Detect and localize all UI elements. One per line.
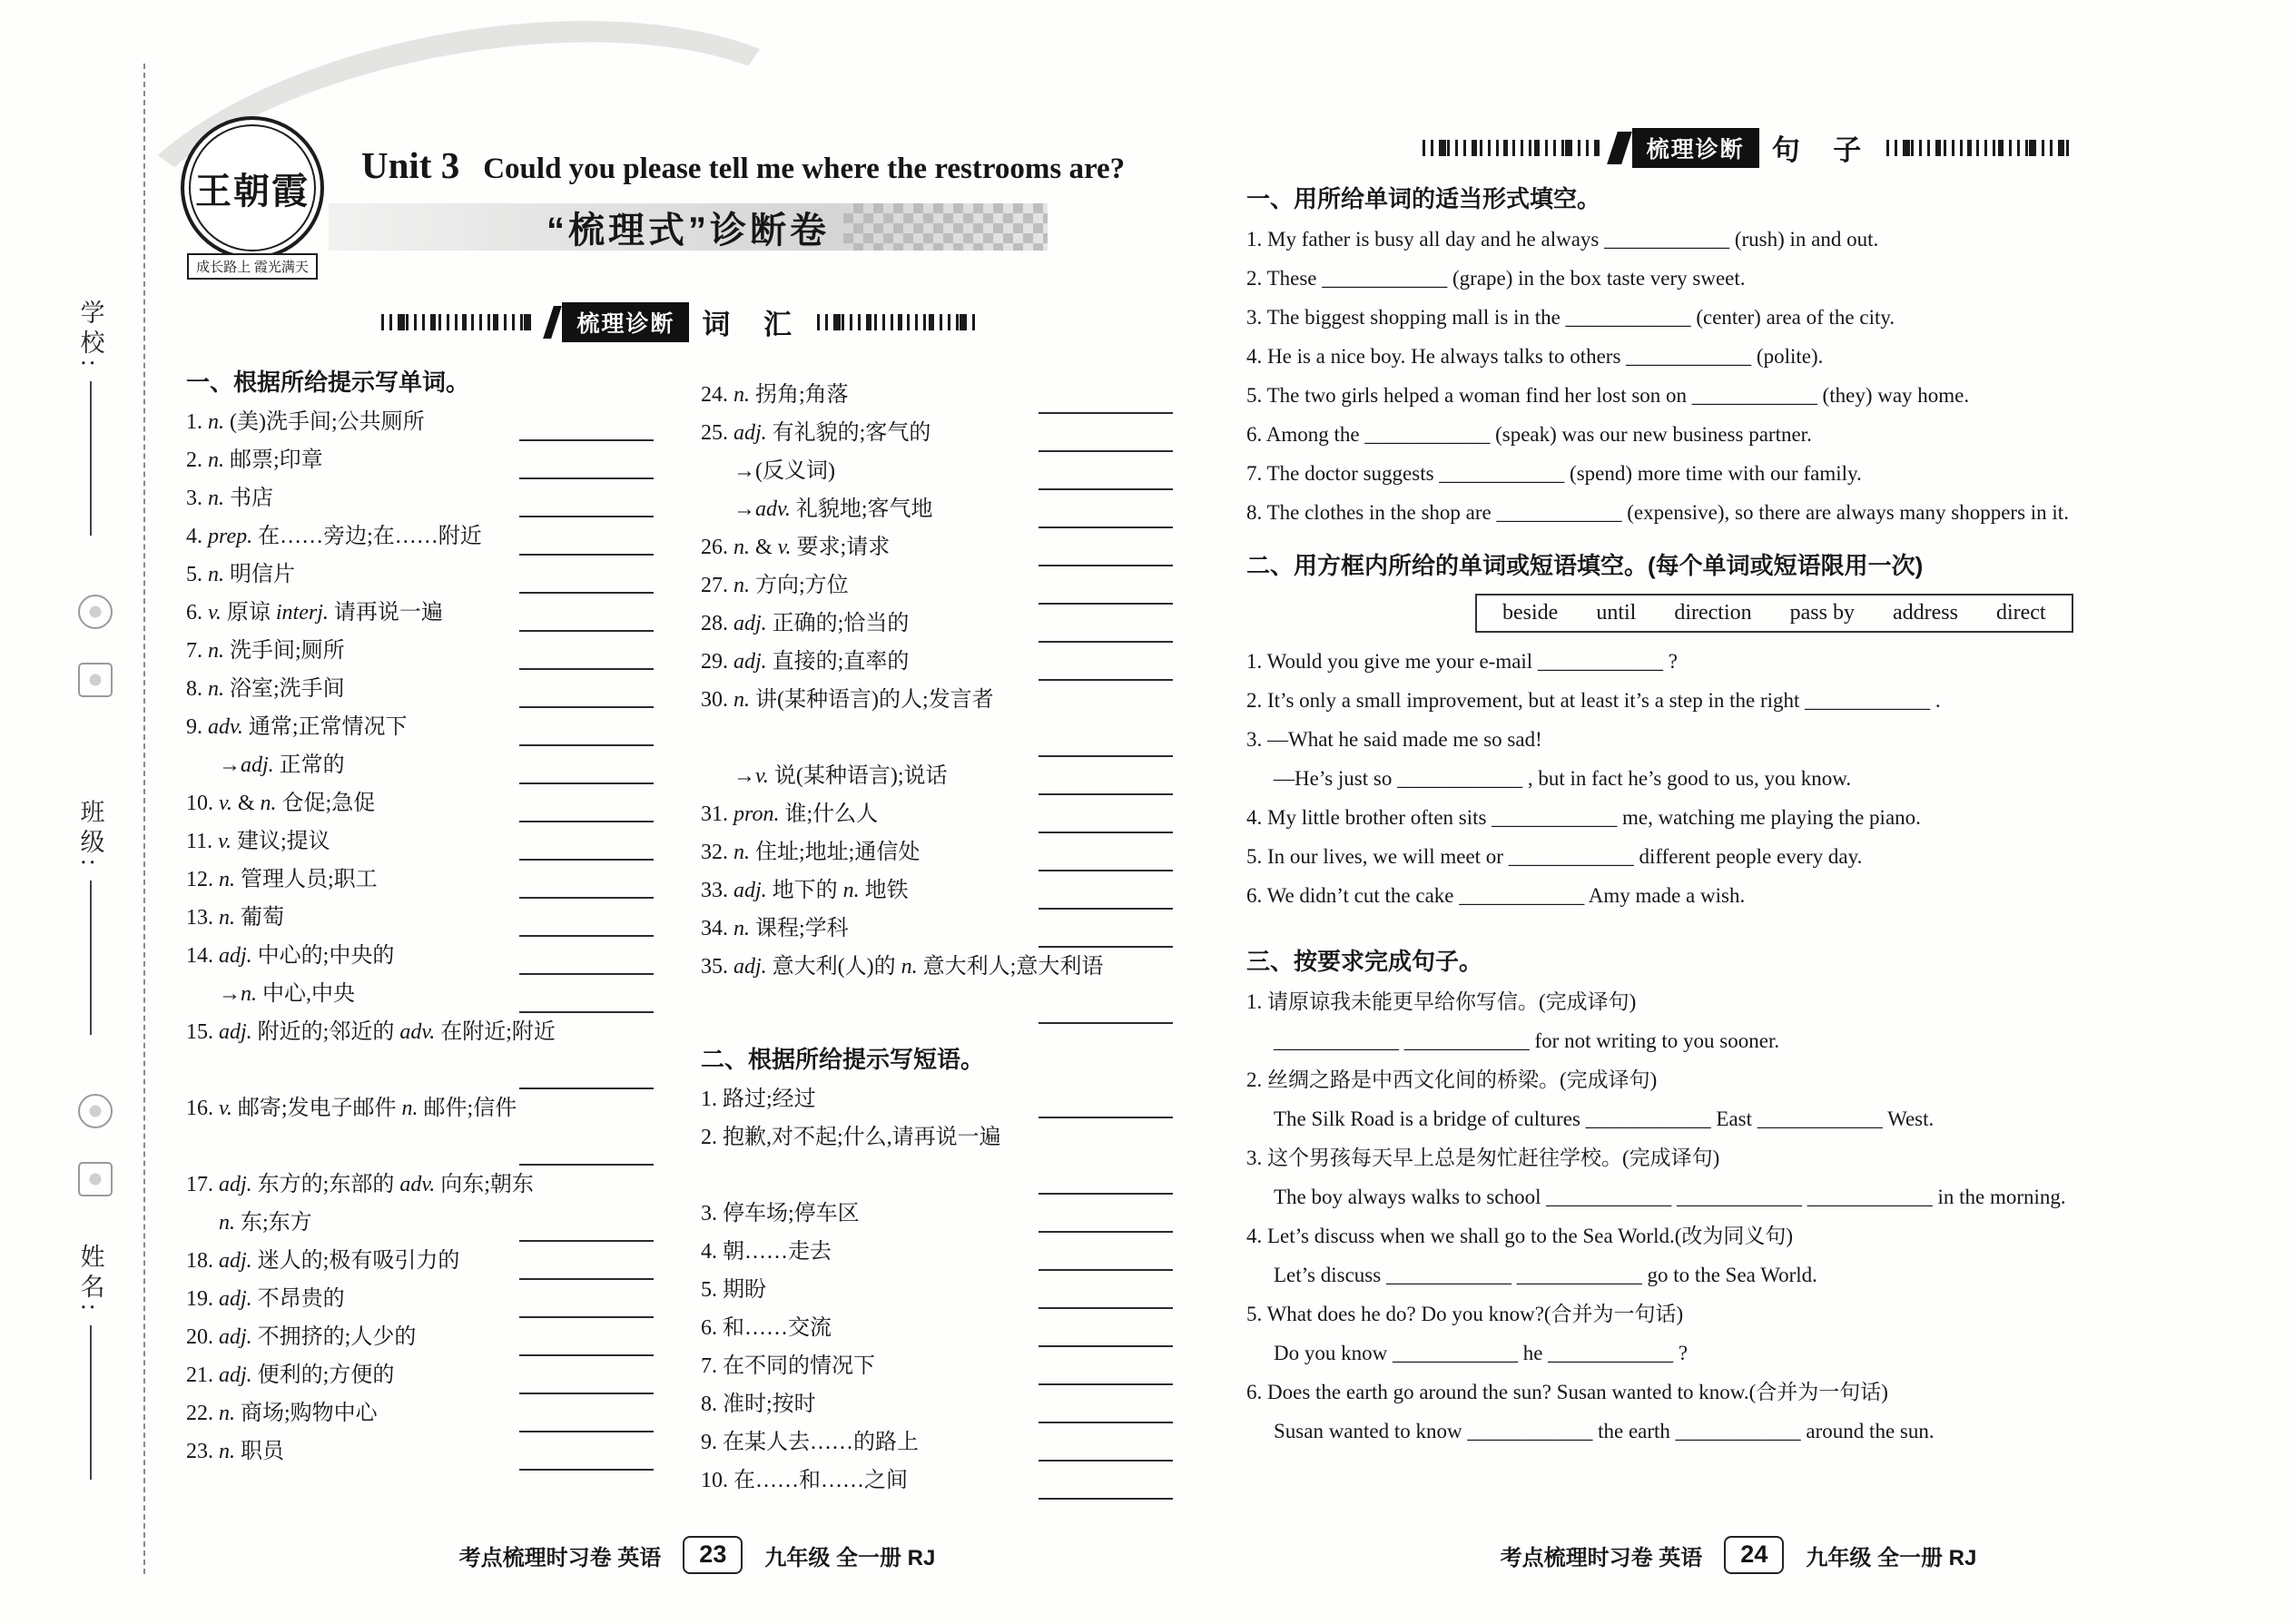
answer-blank[interactable]	[1039, 841, 1173, 871]
answer-blank[interactable]	[519, 1402, 654, 1432]
vocab-row	[701, 414, 1173, 452]
vocab-text: 6. v. 原谅 interj. 请再说一遍	[186, 601, 443, 625]
exercise-line	[1246, 798, 2168, 837]
vocab-row	[186, 784, 654, 822]
vocab-row	[701, 528, 1173, 566]
vocab-row	[186, 594, 654, 632]
exercise-line	[1246, 1099, 2168, 1138]
vocab-text: 26. n. & v. 要求;请求	[701, 536, 891, 559]
vocab-text: 24. n. 拐角;角落	[701, 383, 849, 407]
exercise-text: Do you know ____________ he ____________ ?	[1274, 1342, 1689, 1364]
exercise-text: 1. My father is busy all day and he always ____________ (rush) in and out.	[1246, 228, 1879, 251]
exercise-text: 2. 丝绸之路是中西文化间的桥梁。(完成译句)	[1246, 1068, 1658, 1091]
answer-blank[interactable]	[519, 563, 654, 594]
barcode-stripes-icon	[381, 314, 536, 330]
answer-blank[interactable]	[519, 487, 654, 517]
phrase-row	[701, 1118, 1173, 1156]
vocab-row	[701, 833, 1173, 871]
exercise-text: 5. In our lives, we will meet or ____________ different people every day.	[1246, 845, 1863, 868]
exercise-text: ____________ ____________ for not writing to you sooner.	[1274, 1029, 1780, 1052]
word-bank-item: beside	[1502, 601, 1559, 625]
answer-blank[interactable]	[1039, 574, 1173, 605]
vocab-text: 4. prep. 在……旁边;在……附近	[186, 525, 482, 548]
part1-list	[1246, 220, 2168, 532]
exercise-line	[1246, 1294, 2168, 1334]
school-blank-line[interactable]	[90, 381, 92, 536]
exercise-text: 5. What does he do? Do you know?(合并为一句话)	[1246, 1303, 1684, 1325]
answer-blank[interactable]	[519, 1058, 654, 1089]
phrase-text: 1. 路过;经过	[701, 1088, 816, 1111]
vocab-row	[186, 1051, 654, 1089]
exercise-text: 6. We didn’t cut the cake ____________ Amy made a wish.	[1246, 884, 1746, 907]
vocab-text: 5. n. 明信片	[186, 563, 295, 586]
vocab-text: 34. n. 课程;学科	[701, 917, 849, 940]
name-blank-line[interactable]	[90, 1325, 92, 1480]
phrase-text: 9. 在某人去……的路上	[701, 1431, 919, 1454]
answer-blank[interactable]	[1039, 383, 1173, 414]
answer-blank[interactable]	[519, 715, 654, 746]
vocab-row	[186, 403, 654, 441]
vocab-text: →v. 说(某种语言);说话	[733, 764, 948, 788]
exercise-line	[1246, 759, 2168, 798]
answer-blank[interactable]	[1039, 879, 1173, 910]
vocab-row	[701, 605, 1173, 643]
section2-heading: 二、根据所给提示写短语。	[701, 1046, 985, 1073]
vocab-text: →adv. 礼貌地;客气地	[733, 497, 933, 521]
phrase-text: 5. 期盼	[701, 1278, 766, 1302]
phrase-list	[701, 1080, 1173, 1500]
answer-blank[interactable]	[519, 1287, 654, 1318]
vocab-row	[186, 1356, 654, 1394]
name-label: 姓名:	[76, 1244, 104, 1316]
vocab-text: 1. n. (美)洗手间;公共厕所	[186, 410, 425, 434]
paper-title: “梳理式”诊断卷	[546, 210, 830, 251]
binding-dashed-line	[143, 64, 145, 1574]
answer-blank[interactable]	[1039, 726, 1173, 757]
exercise-text: 1. Would you give me your e-mail ____________ ?	[1246, 650, 1678, 673]
phrase-text: 10. 在……和……之间	[701, 1469, 908, 1492]
vocab-row	[701, 910, 1173, 948]
vocab-text: n. 东;东方	[219, 1211, 312, 1235]
unit-title: Could you please tell me where the restrooms are?	[483, 153, 1126, 185]
section-title: 词 汇	[702, 309, 804, 340]
vocab-row	[186, 1166, 654, 1204]
logo-slogan: 成长路上 霞光满天	[187, 253, 318, 280]
exercise-line	[1246, 298, 2168, 337]
answer-blank[interactable]	[1039, 1431, 1173, 1462]
vocab-row	[701, 376, 1173, 414]
exercise-line	[1246, 1021, 2168, 1060]
footer-series: 考点梳理时习卷 英语	[1500, 1545, 1703, 1570]
section-tag: 梳理诊断	[562, 302, 689, 342]
vocab-column-2	[701, 376, 1173, 1500]
section1-heading: 一、根据所给提示写单词。	[186, 369, 470, 396]
exercise-line	[1246, 1177, 2168, 1216]
sentence-part-2	[1246, 545, 2168, 915]
vocab-text: 18. adj. 迷人的;极有吸引力的	[186, 1249, 460, 1273]
exercise-line	[1246, 1412, 2168, 1451]
exercise-line	[1246, 337, 2168, 376]
class-blank-line[interactable]	[90, 881, 92, 1035]
exercise-line	[1246, 376, 2168, 415]
vocab-text: 23. n. 职员	[186, 1440, 284, 1463]
vocab-text: 22. n. 商场;购物中心	[186, 1402, 378, 1425]
vocab-row	[186, 1127, 654, 1166]
exercise-line	[1246, 1255, 2168, 1294]
answer-blank[interactable]	[1039, 1240, 1173, 1271]
answer-blank[interactable]	[1039, 1164, 1173, 1195]
publisher-logo	[171, 116, 334, 280]
vocab-text: 11. v. 建议;提议	[186, 830, 330, 853]
exercise-text: 4. He is a nice boy. He always talks to others ____________ (polite).	[1246, 345, 1824, 368]
exercise-text: 4. My little brother often sits ____________ me, watching me playing the piano.	[1246, 806, 1921, 829]
answer-blank[interactable]	[1039, 1469, 1173, 1500]
answer-blank[interactable]	[1039, 802, 1173, 833]
class-label: 班级:	[76, 799, 104, 871]
vocab-text: →adj. 正常的	[219, 753, 345, 777]
exercise-line	[1246, 493, 2168, 532]
tag-flag-icon	[1607, 132, 1632, 164]
phrase-text: 7. 在不同的情况下	[701, 1354, 875, 1378]
vocab-row	[701, 719, 1173, 757]
vocab-row	[701, 871, 1173, 910]
phrase-row	[701, 1271, 1173, 1309]
vocab-row	[701, 948, 1173, 986]
vocab-text: →(反义词)	[733, 459, 835, 483]
exercise-line	[1246, 1216, 2168, 1255]
unit-header	[361, 143, 1269, 187]
vocab-row	[186, 746, 654, 784]
logo-name: 王朝霞	[195, 170, 310, 212]
vocab-row	[186, 708, 654, 746]
answer-blank[interactable]	[519, 944, 654, 975]
logo-badge-icon	[181, 116, 324, 260]
part3-heading: 三、按要求完成句子。	[1246, 948, 1483, 975]
answer-blank[interactable]	[1039, 1088, 1173, 1118]
phrase-row	[701, 1080, 1173, 1118]
left-page-footer	[389, 1536, 1006, 1574]
exercise-text: 3. —What he said made me so sad!	[1246, 728, 1542, 751]
phrase-row	[701, 1385, 1173, 1423]
exercise-line	[1246, 454, 2168, 493]
section-title: 句 子	[1771, 134, 1875, 166]
vocab-row	[186, 441, 654, 479]
exercise-line	[1246, 681, 2168, 720]
word-bank-item: pass by	[1789, 601, 1855, 625]
sentence-part-3	[1246, 940, 2168, 1451]
answer-blank[interactable]	[519, 525, 654, 556]
vocab-row	[186, 670, 654, 708]
school-label: 学校:	[76, 300, 104, 372]
exercise-line	[1246, 642, 2168, 681]
exercise-text: 2. It’s only a small improvement, but at least it’s a step in the right ____________ .	[1246, 689, 1941, 712]
answer-blank[interactable]	[1039, 1316, 1173, 1347]
answer-blank[interactable]	[519, 410, 654, 441]
vocab-text: 30. n. 讲(某种语言)的人;发言者	[701, 688, 994, 712]
barcode-stripes-icon	[1886, 140, 2072, 156]
school-field	[67, 300, 114, 536]
vocab-text: 15. adj. 附近的;邻近的 adv. 在附近;附近	[186, 1020, 556, 1044]
phrase-row	[701, 1462, 1173, 1500]
answer-blank[interactable]	[519, 1325, 654, 1356]
vocab-row	[186, 1089, 654, 1127]
answer-blank[interactable]	[519, 677, 654, 708]
answer-blank[interactable]	[1039, 993, 1173, 1024]
word-bank-item: until	[1596, 601, 1637, 625]
vocab-text: 14. adj. 中心的;中央的	[186, 944, 395, 968]
answer-blank[interactable]	[519, 753, 654, 784]
vocab-row	[186, 517, 654, 556]
answer-blank[interactable]	[1039, 1354, 1173, 1385]
right-page-footer	[1430, 1536, 2047, 1574]
exercise-text: The boy always walks to school ____________ ____________ ____________ in the morning.	[1274, 1186, 2066, 1208]
answer-blank[interactable]	[1039, 764, 1173, 795]
vocab-row	[186, 937, 654, 975]
vocab-row	[701, 795, 1173, 833]
phrase-row	[701, 1309, 1173, 1347]
exercise-line	[1246, 982, 2168, 1021]
answer-blank[interactable]	[519, 1135, 654, 1166]
answer-blank[interactable]	[519, 982, 654, 1013]
decorative-stamp-icon	[78, 663, 113, 697]
vocab-row	[186, 1432, 654, 1471]
part1-heading: 一、用所给单词的适当形式填空。	[1246, 185, 1601, 212]
answer-blank[interactable]	[1039, 1278, 1173, 1309]
vocab-row	[186, 1280, 654, 1318]
exercise-line	[1246, 259, 2168, 298]
footer-series: 考点梳理时习卷 英语	[458, 1545, 662, 1570]
answer-blank[interactable]	[1039, 459, 1173, 490]
part3-list	[1246, 982, 2168, 1451]
vocab-row	[186, 899, 654, 937]
part2-list	[1246, 642, 2168, 915]
footer-edition: 九年级 全一册 RJ	[764, 1545, 936, 1570]
exercise-line	[1246, 1138, 2168, 1177]
word-bank-item: direct	[1995, 601, 2046, 625]
answer-blank[interactable]	[519, 1211, 654, 1242]
phrase-text: 8. 准时;按时	[701, 1393, 816, 1416]
sentence-section-banner	[1403, 127, 2092, 168]
phrase-row	[701, 1156, 1173, 1195]
vocab-row	[186, 632, 654, 670]
exercise-text: 6. Among the ____________ (speak) was our new business partner.	[1246, 423, 1812, 446]
vocab-text: 7. n. 洗手间;厕所	[186, 639, 345, 663]
answer-blank[interactable]	[1039, 536, 1173, 566]
footer-edition: 九年级 全一册 RJ	[1806, 1545, 1977, 1570]
exercise-line	[1246, 1334, 2168, 1373]
exercise-text: 6. Does the earth go around the sun? Susan wanted to know.(合并为一句话)	[1246, 1381, 1888, 1403]
page-number: 23	[683, 1536, 743, 1574]
word-bank-box	[1475, 594, 2073, 633]
exercise-text: 7. The doctor suggests ____________ (spend) more time with our family.	[1246, 462, 1862, 485]
phrase-row	[701, 1233, 1173, 1271]
vocab-text: 29. adj. 直接的;直率的	[701, 650, 910, 674]
vocab-text: 33. adj. 地下的 n. 地铁	[701, 879, 909, 902]
name-field	[67, 1244, 114, 1480]
exercise-text: 8. The clothes in the shop are ____________ (expensive), so there are always many shoppers in it.	[1246, 501, 2069, 524]
vocab-text: 19. adj. 不昂贵的	[186, 1287, 345, 1311]
vocab-row	[186, 1394, 654, 1432]
decorative-stamp-icon	[78, 595, 113, 629]
vocab-row	[186, 556, 654, 594]
exercise-line	[1246, 220, 2168, 259]
class-field	[67, 799, 114, 1035]
vocab-row	[186, 1318, 654, 1356]
exercise-line	[1246, 1373, 2168, 1412]
phrase-row	[701, 1347, 1173, 1385]
vocab-row	[701, 490, 1173, 528]
vocab-text: 3. n. 书店	[186, 487, 273, 510]
exercise-line	[1246, 837, 2168, 876]
vocab-text: 25. adj. 有礼貌的;客气的	[701, 421, 931, 445]
answer-blank[interactable]	[519, 1440, 654, 1471]
checker-pattern-icon	[843, 203, 1048, 251]
vocab-row	[701, 566, 1173, 605]
paper-title-banner	[329, 203, 1048, 251]
vocab-row	[186, 479, 654, 517]
answer-blank[interactable]	[519, 868, 654, 899]
vocab-list-2	[701, 376, 1173, 1024]
exercise-line	[1246, 720, 2168, 759]
phrase-text: 6. 和……交流	[701, 1316, 832, 1340]
vocab-row	[186, 975, 654, 1013]
vocab-text: →n. 中心,中央	[219, 982, 355, 1006]
answer-blank[interactable]	[1039, 612, 1173, 643]
vocab-row	[701, 452, 1173, 490]
vocab-row	[186, 1013, 654, 1051]
section-tag: 梳理诊断	[1632, 128, 1759, 168]
answer-blank[interactable]	[519, 448, 654, 479]
exercise-text: 5. The two girls helped a woman find her lost son on ____________ (they) way home.	[1246, 384, 1970, 407]
answer-blank[interactable]	[519, 906, 654, 937]
vocab-section-banner	[381, 301, 980, 342]
exercise-text: 1. 请原谅我未能更早给你写信。(完成译句)	[1246, 990, 1637, 1013]
answer-blank[interactable]	[1039, 650, 1173, 681]
phrase-text: 3. 停车场;停车区	[701, 1202, 860, 1225]
vocab-text: 16. v. 邮寄;发电子邮件 n. 邮件;信件	[186, 1097, 517, 1120]
exercise-text: Let’s discuss ____________ ____________ go to the Sea World.	[1274, 1264, 1817, 1286]
vocab-text: 8. n. 浴室;洗手间	[186, 677, 345, 701]
answer-blank[interactable]	[519, 639, 654, 670]
phrase-row	[701, 1423, 1173, 1462]
exercise-text: 4. Let’s discuss when we shall go to the Sea World.(改为同义句)	[1246, 1225, 1794, 1247]
vocab-text: 20. adj. 不拥挤的;人少的	[186, 1325, 417, 1349]
answer-blank[interactable]	[1039, 421, 1173, 452]
page-number: 24	[1724, 1536, 1784, 1574]
answer-blank[interactable]	[519, 1363, 654, 1394]
vocab-text: 31. pron. 谁;什么人	[701, 802, 879, 826]
decorative-stamp-icon	[78, 1094, 113, 1128]
vocab-text: 12. n. 管理人员;职工	[186, 868, 378, 891]
vocab-row	[186, 861, 654, 899]
sentence-part-1	[1246, 178, 2168, 532]
vocab-text: 35. adj. 意大利(人)的 n. 意大利人;意大利语	[701, 955, 1104, 979]
barcode-stripes-icon	[1423, 140, 1600, 156]
vocab-row	[186, 1204, 654, 1242]
word-bank-item: address	[1892, 601, 1958, 625]
vocab-text: 32. n. 住址;地址;通信处	[701, 841, 921, 864]
exercise-line	[1246, 876, 2168, 915]
exercise-line	[1246, 1060, 2168, 1099]
exercise-line	[1246, 415, 2168, 454]
vocab-text: 21. adj. 便利的;方便的	[186, 1363, 395, 1387]
vocab-row	[701, 757, 1173, 795]
vocab-column-1	[186, 361, 654, 1471]
vocab-text: 27. n. 方向;方位	[701, 574, 849, 597]
vocab-list-1	[186, 403, 654, 1471]
vocab-text: 28. adj. 正确的;恰当的	[701, 612, 910, 635]
vocab-text: 10. v. & n. 仓促;急促	[186, 792, 376, 815]
vocab-text: 17. adj. 东方的;东部的 adv. 向东;朝东	[186, 1173, 534, 1196]
vocab-text: 2. n. 邮票;印章	[186, 448, 323, 472]
vocab-text: 13. n. 葡萄	[186, 906, 284, 930]
vocab-row	[186, 1242, 654, 1280]
decorative-stamp-icon	[78, 1162, 113, 1196]
answer-blank[interactable]	[1039, 497, 1173, 528]
vocab-row	[701, 681, 1173, 719]
vocab-row	[701, 643, 1173, 681]
exercise-text: 3. The biggest shopping mall is in the ____________ (center) area of the city.	[1246, 306, 1895, 329]
answer-blank[interactable]	[1039, 1393, 1173, 1423]
phrase-text: 2. 抱歉,对不起;什么,请再说一遍	[701, 1126, 1001, 1149]
exercise-text: —He’s just so ____________ , but in fact he’s good to us, you know.	[1274, 767, 1852, 790]
unit-number: Unit 3	[361, 144, 460, 186]
answer-blank[interactable]	[519, 830, 654, 861]
part2-heading: 二、用方框内所给的单词或短语填空。(每个单词或短语限用一次)	[1246, 552, 1924, 579]
exercise-text: 2. These ____________ (grape) in the box taste very sweet.	[1246, 267, 1746, 290]
vocab-text: 9. adv. 通常;正常情况下	[186, 715, 408, 739]
answer-blank[interactable]	[519, 792, 654, 822]
answer-blank[interactable]	[1039, 917, 1173, 948]
tag-flag-icon	[543, 306, 562, 339]
exercise-text: The Silk Road is a bridge of cultures ____________ East ____________ West.	[1274, 1107, 1935, 1130]
answer-blank[interactable]	[519, 1249, 654, 1280]
exercise-text: 3. 这个男孩每天早上总是匆忙赶往学校。(完成译句)	[1246, 1147, 1720, 1169]
phrase-text: 4. 朝……走去	[701, 1240, 832, 1264]
answer-blank[interactable]	[1039, 1202, 1173, 1233]
exercise-text: Susan wanted to know ____________ the earth ____________ around the sun.	[1274, 1420, 1935, 1442]
vocab-row	[186, 822, 654, 861]
vocab-row	[701, 986, 1173, 1024]
answer-blank[interactable]	[519, 601, 654, 632]
barcode-stripes-icon	[817, 314, 980, 330]
phrase-row	[701, 1195, 1173, 1233]
word-bank-item: direction	[1674, 601, 1752, 625]
